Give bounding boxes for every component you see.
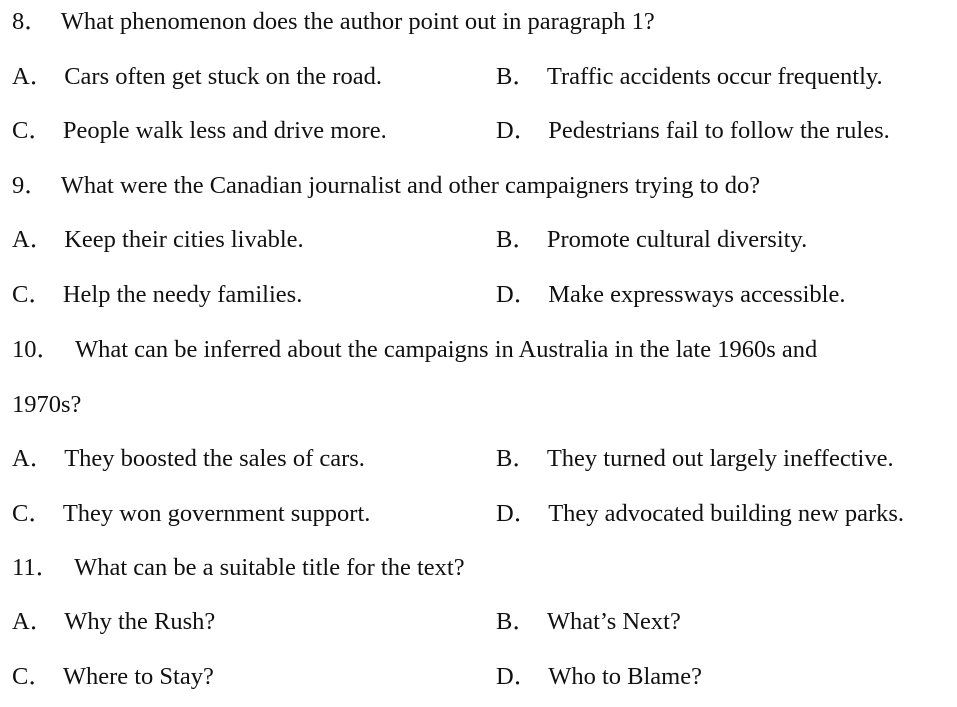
option-letter: A． [12,608,55,635]
option-text: People walk less and drive more. [62,117,387,144]
option-a [12,226,304,253]
option-d [496,657,702,697]
question-10-options-row-1 [12,439,957,479]
option-text: They won government support. [62,500,371,527]
question-10-options-row-2 [12,494,957,534]
option-letter: C． [12,117,53,144]
option-d [496,111,890,151]
option-a [12,63,382,90]
question-number: 11． [12,554,61,581]
question-8-stem [12,2,655,42]
option-letter: A． [12,226,55,253]
question-9-options-row-2 [12,275,957,315]
question-text: What can be a suitable title for the text? [74,554,465,581]
question-number: 9． [12,172,49,199]
option-b [496,57,883,97]
question-9-stem [12,166,760,206]
question-text: What phenomenon does the author point out in paragraph 1? [60,8,655,35]
option-a [12,445,365,472]
option-letter: C． [12,663,53,690]
option-letter: B． [496,63,537,90]
option-letter: C． [12,500,53,527]
question-text-continued: 1970s? [12,391,82,418]
option-text: Promote cultural diversity. [546,226,808,253]
option-text: Pedestrians fail to follow the rules. [548,117,890,144]
option-c [12,117,387,144]
option-text: What’s Next? [546,608,681,635]
option-text: They boosted the sales of cars. [64,445,365,472]
option-text: They turned out largely ineffective. [546,445,894,472]
option-b [496,602,681,642]
option-c [12,500,370,527]
question-11-options-row-1 [12,602,957,642]
question-11-stem [12,548,465,588]
option-letter: D． [496,663,539,690]
option-letter: A． [12,63,55,90]
option-text: Cars often get stuck on the road. [64,63,382,90]
question-number: 10． [12,336,61,363]
question-8-options-row-1 [12,57,957,97]
option-letter: D． [496,500,539,527]
option-a [12,608,215,635]
option-b [496,220,807,260]
option-letter: C． [12,281,53,308]
option-text: Who to Blame? [548,663,702,690]
option-text: They advocated building new parks. [548,500,905,527]
option-text: Why the Rush? [64,608,216,635]
option-letter: B． [496,608,537,635]
question-11-options-row-2 [12,657,957,697]
question-number: 8． [12,8,49,35]
option-d [496,494,904,534]
option-c [12,663,214,690]
option-c [12,281,302,308]
question-text: What can be inferred about the campaigns in Australia in the late 1960s and [75,336,818,363]
question-9-options-row-1 [12,220,957,260]
option-d [496,275,846,315]
option-letter: B． [496,445,537,472]
question-10-stem-line-2 [12,385,81,425]
option-text: Where to Stay? [62,663,214,690]
question-8-options-row-2 [12,111,957,151]
option-letter: A． [12,445,55,472]
question-10-stem-line-1 [12,330,817,370]
question-text: What were the Canadian journalist and other campaigners trying to do? [60,172,761,199]
option-text: Keep their cities livable. [64,226,304,253]
option-b [496,439,894,479]
option-text: Make expressways accessible. [548,281,846,308]
option-text: Traffic accidents occur frequently. [546,63,883,90]
option-letter: D． [496,281,539,308]
option-letter: B． [496,226,537,253]
option-text: Help the needy families. [62,281,303,308]
option-letter: D． [496,117,539,144]
